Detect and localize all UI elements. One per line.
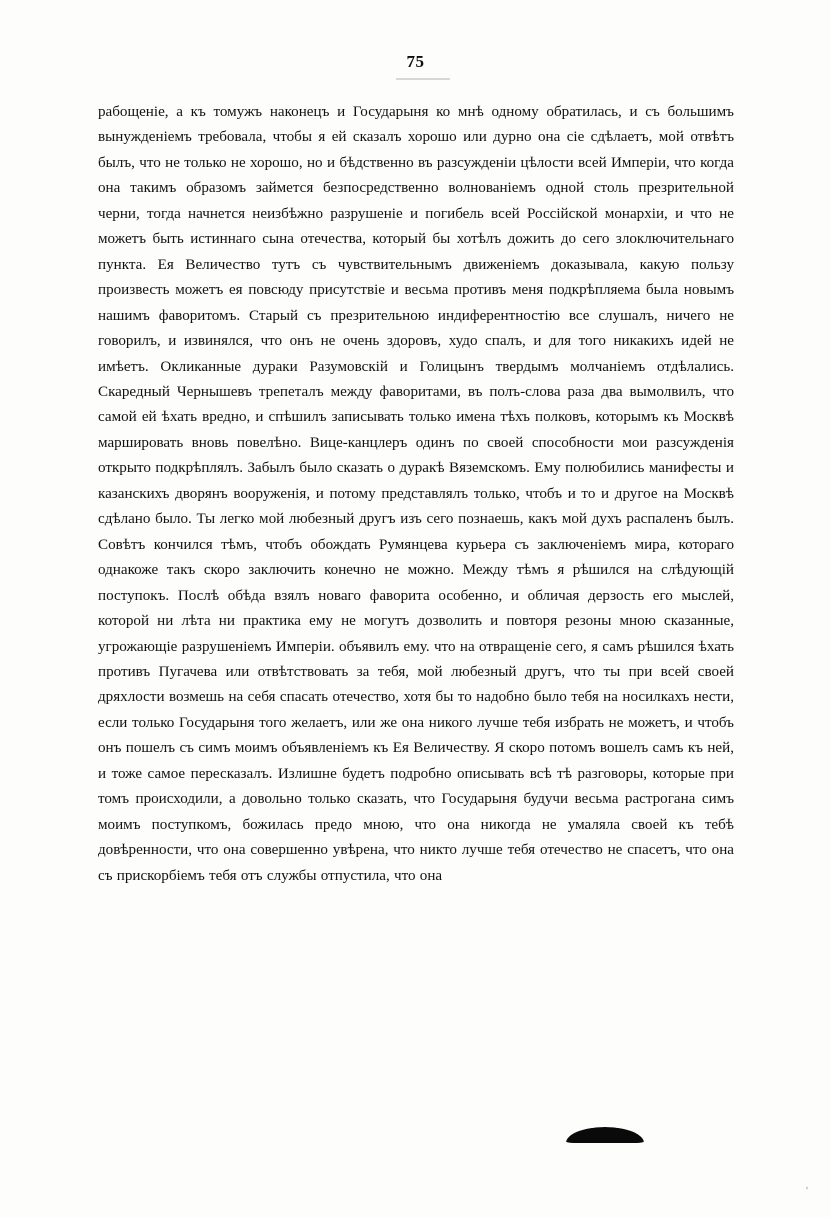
corner-mark: ' bbox=[806, 1185, 808, 1197]
page-number: 75 bbox=[406, 52, 425, 71]
fan-ornament-shape bbox=[566, 1127, 644, 1143]
page-body-text bbox=[98, 100, 734, 889]
body-paragraph: рабощеніе, а къ томужъ наконецъ и Государыня ко мнѣ одному обратилась, и съ большимъ вынужденіемъ требовала, чтобы я ей сказалъ хорошо или дурно она сіе сдѣлаетъ, мой отвѣтъ былъ, что не только не хорошо, но и бѣдственно въ разсужденіи цѣлости всей Имперіи, что когда она такимъ образомъ займется безпосредственно волнованіемъ одной столь презрительной черни, тогда начнется неизбѣжно разрушеніе и погибель всей Россійской монархіи, и что не можетъ быть истиннаго сына отечества, который бы хотѣлъ дожить до сего злоключительнаго пункта. Ея Величество тутъ съ чувствительнымъ движеніемъ доказывала, какую пользу произвесть можетъ ея повсюду присутствіе и весьма противъ меня подкрѣпляема была новымъ нашимъ фаворитомъ. Старый съ презрительною индиферентностію все слушалъ, ничего не говорилъ, и извинялся, что онъ не очень здоровъ, худо спалъ, и для того никакихъ идей не имѣетъ. Окликанные дураки Разумовскій и Голицынъ твердымъ молчаніемъ отдѣлались. Скаредный Чернышевъ трепеталъ между фаворитами, въ полъ-слова раза два вымолвилъ, что самой ей ѣхать вредно, и спѣшилъ записывать только имена тѣхъ полковъ, которымъ къ Москвѣ маршировать вновь повелѣно. Вице-канцлеръ одинъ по своей способности мои разсужденія открыто подкрѣплялъ. Забылъ было сказать о дуракѣ Вяземскомъ. Ему полюбились манифесты и казанскихъ дворянъ вооруженія, и потому представлялъ только, чтобъ и то и другое на Москвѣ сдѣлано было. Ты легко мой любезный другъ изъ сего познаешь, какъ мой духъ распаленъ былъ. Совѣтъ кончился тѣмъ, чтобъ обождать Румянцева курьера съ заключеніемъ мира, котораго однакоже такъ скоро заключить конечно не можно. Между тѣмъ я рѣшился на слѣдующій поступокъ. Послѣ обѣда взялъ новаго фаворита особенно, и обличая дерзость его мыслей, которой ни лѣта ни практика ему не могутъ дозволить и повторя резоны мною сказанные, угрожающіе разрушеніемъ Имперіи. объявилъ ему. что на отвращеніе сего, я самъ рѣшился ѣхать противъ Пугачева или отвѣтствовать за тебя, мой любезный другъ, что ты при всей своей дряхлости возмешь на себя спасать отечество, хотя бы то надобно было тебя на носилкахъ нести, если только Государыня того желаетъ, или же она никого лучше тебя избрать не можетъ, и чтобъ онъ пошелъ съ симъ моимъ объявленіемъ къ Ея Величеству. Я скоро потомъ вошелъ самъ къ ней, и тоже самое пересказалъ. Излишне будетъ подробно описывать всѣ тѣ разговоры, которые при томъ происходили, а довольно только сказать, что Государыня будучи весьма растрогана симъ моимъ поступкомъ, божилась предо мною, что она никогда не умаляла своей къ тебѣ довѣренности, что она совершенно увѣрена, что никто лучше тебя отечество не спасетъ, что она съ прискорбіемъ тебя отъ службы отпустила, что она bbox=[98, 104, 734, 884]
fan-ornament-icon bbox=[566, 1127, 644, 1143]
header-rule bbox=[396, 78, 450, 80]
